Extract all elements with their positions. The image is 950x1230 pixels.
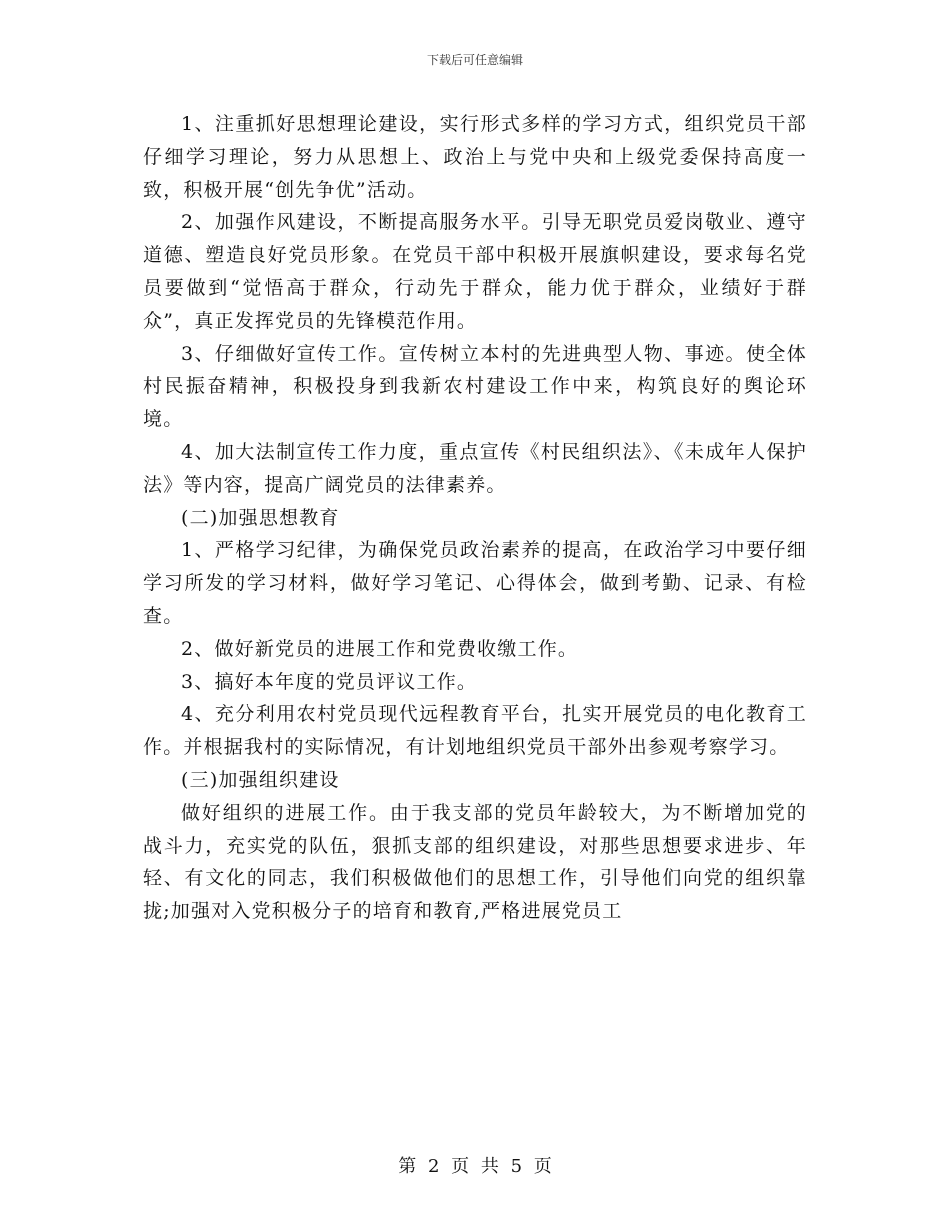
paragraph-publicity: 3、仔细做好宣传工作。宣传树立本村的先进典型人物、事迹。使全体村民振奋精神，积极投身到我新农村建设工作中来，构筑良好的舆论环境。	[143, 342, 807, 431]
paragraph-new-members: 2、做好新党员的进展工作和党费收缴工作。	[181, 637, 579, 660]
paragraph-member-review: 3、搞好本年度的党员评议工作。	[181, 670, 478, 693]
section-heading-organization: (三)加强组织建设	[181, 768, 340, 791]
paragraph-work-style: 2、加强作风建设，不断提高服务水平。引导无职党员爱岗敬业、遵守道德、塑造良好党员形象。在党员干部中积极开展旗帜建设，要求每名党员要做到“觉悟高于群众，行动先于群众，能力优于群众，业绩好于群众”，真正发挥党员的先锋模范作用。	[143, 211, 807, 332]
section-heading-ideological-education: (二)加强思想教育	[181, 506, 340, 529]
paragraph-study-discipline: 1、严格学习纪律，为确保党员政治素养的提高，在政治学习中要仔细学习所发的学习材料，做好学习笔记、心得体会，做到考勤、记录、有检查。	[143, 539, 807, 627]
paragraph-remote-education: 4、充分利用农村党员现代远程教育平台，扎实开展党员的电化教育工作。并根据我村的实际情况，有计划地组织党员干部外出参观考察学习。	[143, 703, 807, 759]
page-header: 下载后可任意编辑	[426, 53, 523, 67]
paragraph-theory-study: 1、注重抓好思想理论建设，实行形式多样的学习方式，组织党员干部仔细学习理论，努力从思想上、政治上与党中央和上级党委保持高度一致，积极开展“创先争优”活动。	[143, 113, 807, 201]
paragraph-organization-development: 做好组织的进展工作。由于我支部的党员年龄较大，为不断增加党的战斗力，充实党的队伍，狠抓支部的组织建设，对那些思想要求进步、年轻、有文化的同志，我们积极做他们的思想工作，引导他们向党的组织靠拢;加强对入党积极分子的培育和教育,严格进展党员工	[143, 801, 807, 923]
page-footer: 第 2 页 共 5 页	[398, 1156, 552, 1177]
document-body	[143, 108, 807, 928]
paragraph-legal-publicity: 4、加大法制宣传工作力度，重点宣传《村民组织法》、《未成年人保护法》等内容，提高广阔党员的法律素养。	[143, 440, 807, 496]
